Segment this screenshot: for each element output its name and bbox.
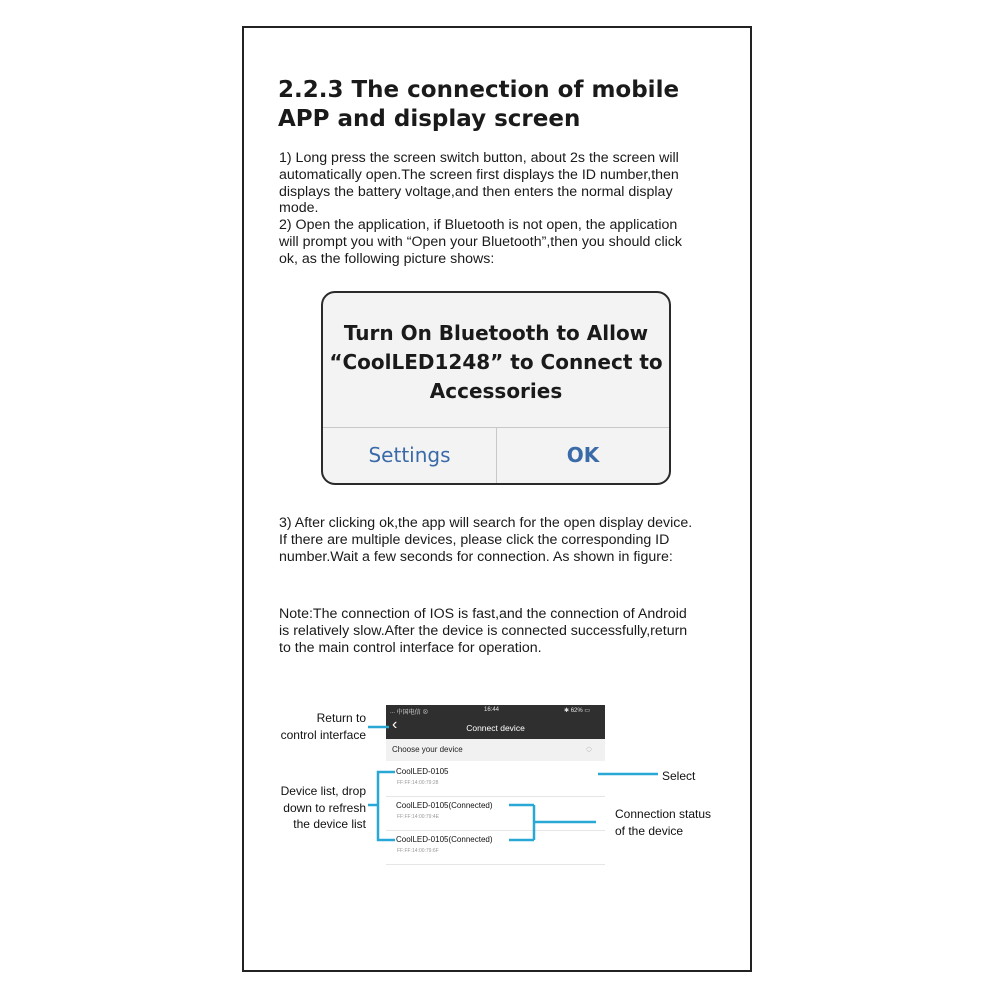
alert-title: Turn On Bluetooth to Allow “CoolLED1248” to Connect to Accessories [329,321,663,403]
device-mac: FF:FF:14:00:79:28 [397,780,439,786]
loading-spinner-icon: ◌ [586,744,592,755]
choose-device-label: Choose your device [392,745,463,754]
callout-select: Select [662,769,696,783]
note-text: Note:The connection of IOS is fast,and the connection of Android is relatively slow.After the device is connected successfully,return to the main control interface for operation. [279,606,688,656]
settings-button[interactable]: Settings [368,443,451,467]
step-3-text: 3) After clicking ok,the app will search for the open display device. If there are multiple devices, please click the corresponding ID number.Wait a few seconds for connection. As shown in figure: [279,515,693,565]
step-2-text: 2) Open the application, if Bluetooth is not open, the application will prompt you with “Open your Bluetooth”,then you should click ok, as the following picture shows: [279,217,682,267]
section-title: 2.2.3 The connection of mobile APP and display screen [278,77,680,132]
device-list-bracket [378,772,395,840]
device-mac: FF:FF:14:00:79:4E [397,814,439,820]
status-time: 16:44 [484,707,500,713]
phone-screen-title: Connect device [466,723,525,733]
carrier-signal: ∙∙∙ 中国电信 ⊗ [390,710,429,716]
callout-device-list: Device list, drop down to refresh the device list [280,784,366,831]
device-name: CoolLED-0105(Connected) [396,801,493,810]
callout-connection-status: Connection status of the device [615,807,712,838]
ok-button[interactable]: OK [566,443,600,467]
callout-return: Return to control interface [280,711,366,742]
battery-indicator: ✱ 62% ▭ [564,708,591,714]
back-chevron-icon[interactable]: ‹ [392,716,398,733]
device-name: CoolLED-0105 [396,767,449,776]
device-name: CoolLED-0105(Connected) [396,835,493,844]
device-mac: FF:FF:14:00:79:6F [397,848,439,854]
step-1-text: 1) Long press the screen switch button, about 2s the screen will automatically open.The screen first displays the ID number,then displays the battery voltage,and then enters the normal display mode. [279,150,679,217]
